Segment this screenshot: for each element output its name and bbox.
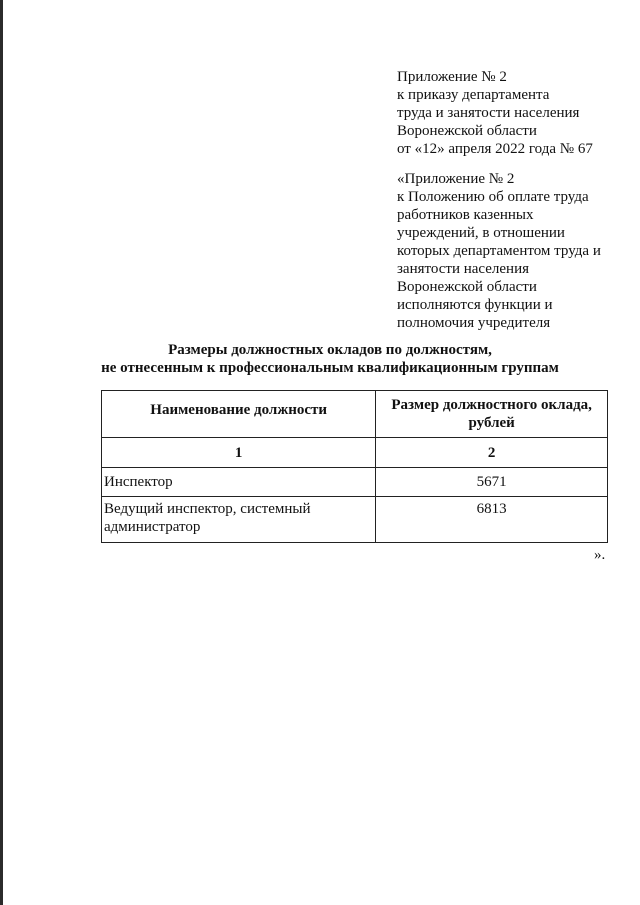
title-line: не отнесенным к профессиональным квалификационным группам [101,360,559,376]
position-cell: Инспектор [102,468,376,497]
regulation-line: Воронежской области [397,279,537,295]
title-line: Размеры должностных окладов по должностям, [168,342,492,358]
regulation-line: учреждений, в отношении [397,225,565,241]
column-number-row [102,438,608,468]
appendix-line: от «12» апреля 2022 года № 67 [397,141,593,157]
regulation-line: полномочия учредителя [397,315,551,331]
regulation-line: «Приложение № 2 [397,171,515,187]
table-row [102,497,608,543]
header-salary-line: рублей [468,415,515,431]
salary-cell: 6813 [376,497,608,543]
salary-table [101,390,608,543]
document-title [60,341,600,377]
scan-edge [0,0,3,905]
regulation-line: исполняются функции и [397,297,553,313]
table-row [102,468,608,497]
regulation-appendix-header [397,170,637,332]
column-number: 2 [376,438,608,468]
header-salary [376,391,608,438]
appendix-header [397,68,637,158]
table-header-row [102,391,608,438]
appendix-line: к приказу департамента [397,87,550,103]
position-line: администратор [104,519,201,535]
position-line: Ведущий инспектор, системный [104,501,311,517]
regulation-line: которых департаментом труда и [397,243,601,259]
column-number: 1 [102,438,376,468]
appendix-line: труда и занятости населения [397,105,580,121]
regulation-line: к Положению об оплате труда [397,189,589,205]
header-salary-line: Размер должностного оклада, [391,397,592,413]
appendix-line: Приложение № 2 [397,69,507,85]
header-position: Наименование должности [102,391,376,438]
regulation-line: работников казенных [397,207,534,223]
position-cell [102,497,376,543]
closing-quote: ». [594,547,606,563]
regulation-line: занятости населения [397,261,530,277]
salary-cell: 5671 [376,468,608,497]
appendix-line: Воронежской области [397,123,537,139]
